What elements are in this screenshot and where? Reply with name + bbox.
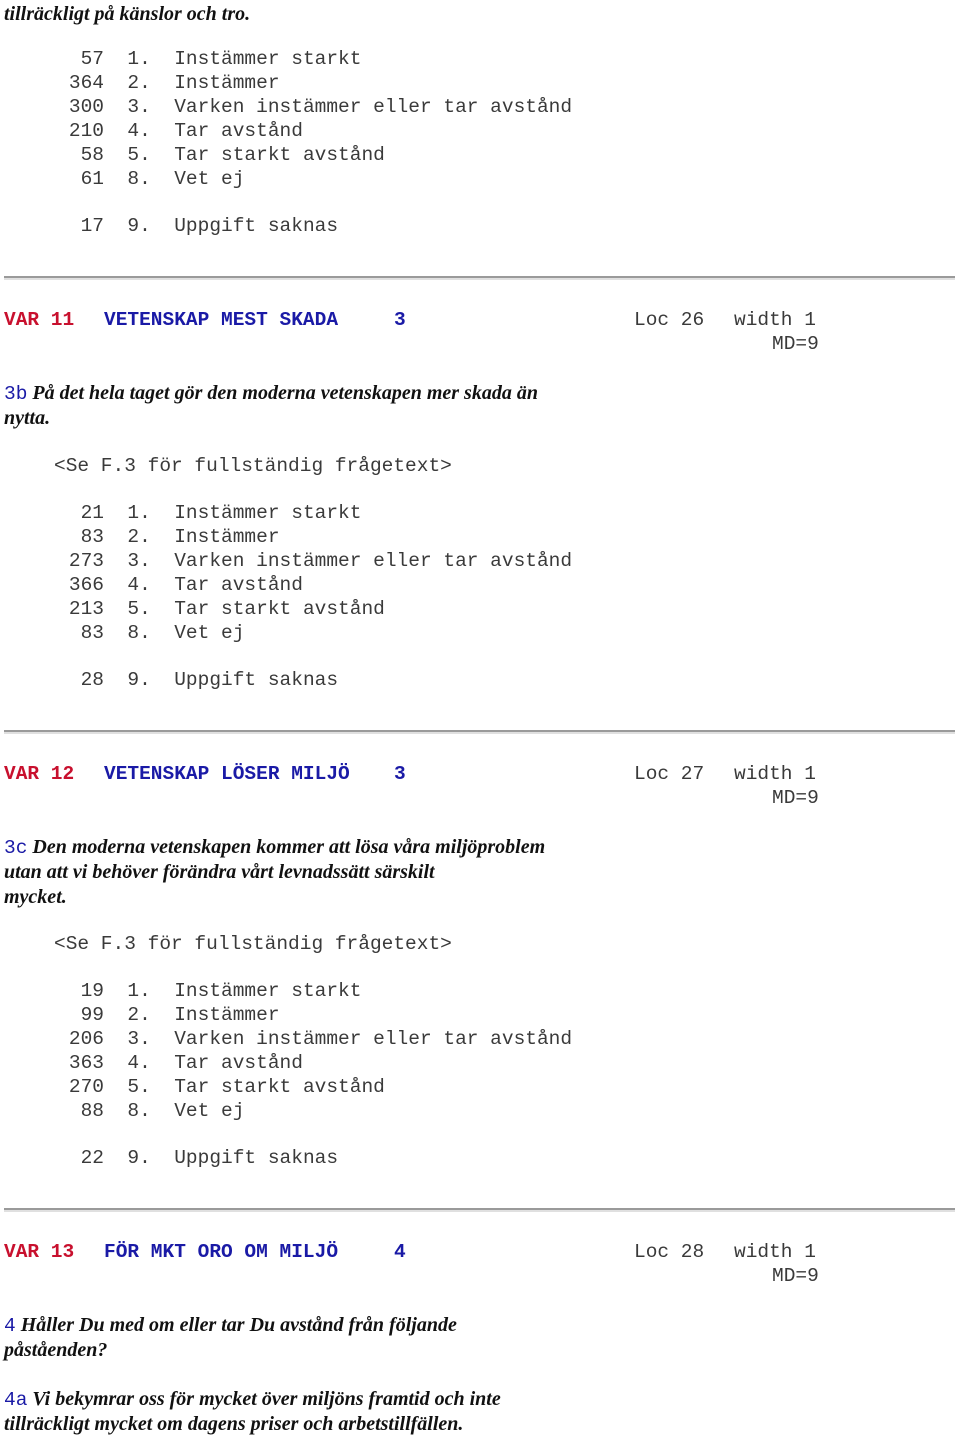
table-row: 300 3. Varken instämmer eller tar avstånd: [68, 96, 573, 118]
variable-header: VAR 12: [4, 763, 75, 785]
variable-name: VETENSKAP LÖSER MILJÖ: [104, 763, 350, 785]
table-row: 270 5. Tar starkt avstånd: [68, 1076, 385, 1098]
section-divider: [4, 730, 955, 734]
section-divider: [4, 276, 955, 280]
table-row: 99 2. Instämmer: [80, 1004, 280, 1026]
table-row: 88 8. Vet ej: [80, 1100, 245, 1122]
question-text-line: mycket.: [4, 886, 67, 908]
sub-question-text: 4a Vi bekymrar oss för mycket över miljöns framtid och inte: [4, 1388, 501, 1411]
full-question-reference: <Se F.3 för fullständig frågetext>: [54, 455, 452, 477]
table-row: 19 1. Instämmer starkt: [80, 980, 362, 1002]
variable-name: VETENSKAP MEST SKADA: [104, 309, 339, 331]
question-text: 3b På det hela taget gör den moderna vetenskapen mer skada än: [4, 382, 538, 405]
variable-width: width 1: [734, 763, 816, 785]
question-text-line: nytta.: [4, 407, 51, 429]
variable-width: width 1: [734, 1241, 816, 1263]
table-row: 57 1. Instämmer starkt: [80, 48, 362, 70]
table-row: 21 1. Instämmer starkt: [80, 502, 362, 524]
table-row: 17 9. Uppgift saknas: [80, 215, 339, 237]
table-row: 364 2. Instämmer: [68, 72, 280, 94]
variable-loc: Loc 27: [634, 763, 705, 785]
question-text: 3c Den moderna vetenskapen kommer att lösa våra miljöproblem: [4, 836, 546, 859]
table-row: 22 9. Uppgift saknas: [80, 1147, 339, 1169]
missing-data-code: MD=9: [772, 1265, 819, 1287]
variable-header: VAR 13: [4, 1241, 75, 1263]
missing-data-code: MD=9: [772, 787, 819, 809]
table-row: 213 5. Tar starkt avstånd: [68, 598, 385, 620]
variable-loc: Loc 28: [634, 1241, 705, 1263]
question-text-tail: tillräckligt på känslor och tro.: [4, 3, 251, 25]
variable-number: 3: [394, 763, 406, 785]
table-row: 83 2. Instämmer: [80, 526, 280, 548]
section-divider: [4, 1208, 955, 1212]
table-row: 363 4. Tar avstånd: [68, 1052, 303, 1074]
question-text-line: påståenden?: [4, 1339, 108, 1361]
full-question-reference: <Se F.3 för fullständig frågetext>: [54, 933, 452, 955]
table-row: 206 3. Varken instämmer eller tar avstånd: [68, 1028, 573, 1050]
table-row: 28 9. Uppgift saknas: [80, 669, 339, 691]
missing-data-code: MD=9: [772, 333, 819, 355]
variable-number: 4: [394, 1241, 406, 1263]
variable-width: width 1: [734, 309, 816, 331]
sub-question-text-line: tillräckligt mycket om dagens priser och arbetstillfällen.: [4, 1413, 464, 1435]
variable-loc: Loc 26: [634, 309, 705, 331]
table-row: 210 4. Tar avstånd: [68, 120, 303, 142]
question-text-line: utan att vi behöver förändra vårt levnadssätt särskilt: [4, 861, 435, 883]
table-row: 273 3. Varken instämmer eller tar avstånd: [68, 550, 573, 572]
table-row: 61 8. Vet ej: [80, 168, 245, 190]
question-text: 4 Håller Du med om eller tar Du avstånd från följande: [4, 1314, 457, 1337]
variable-name: FÖR MKT ORO OM MILJÖ: [104, 1241, 339, 1263]
variable-header: VAR 11: [4, 309, 75, 331]
variable-number: 3: [394, 309, 406, 331]
table-row: 83 8. Vet ej: [80, 622, 245, 644]
table-row: 366 4. Tar avstånd: [68, 574, 303, 596]
table-row: 58 5. Tar starkt avstånd: [80, 144, 385, 166]
